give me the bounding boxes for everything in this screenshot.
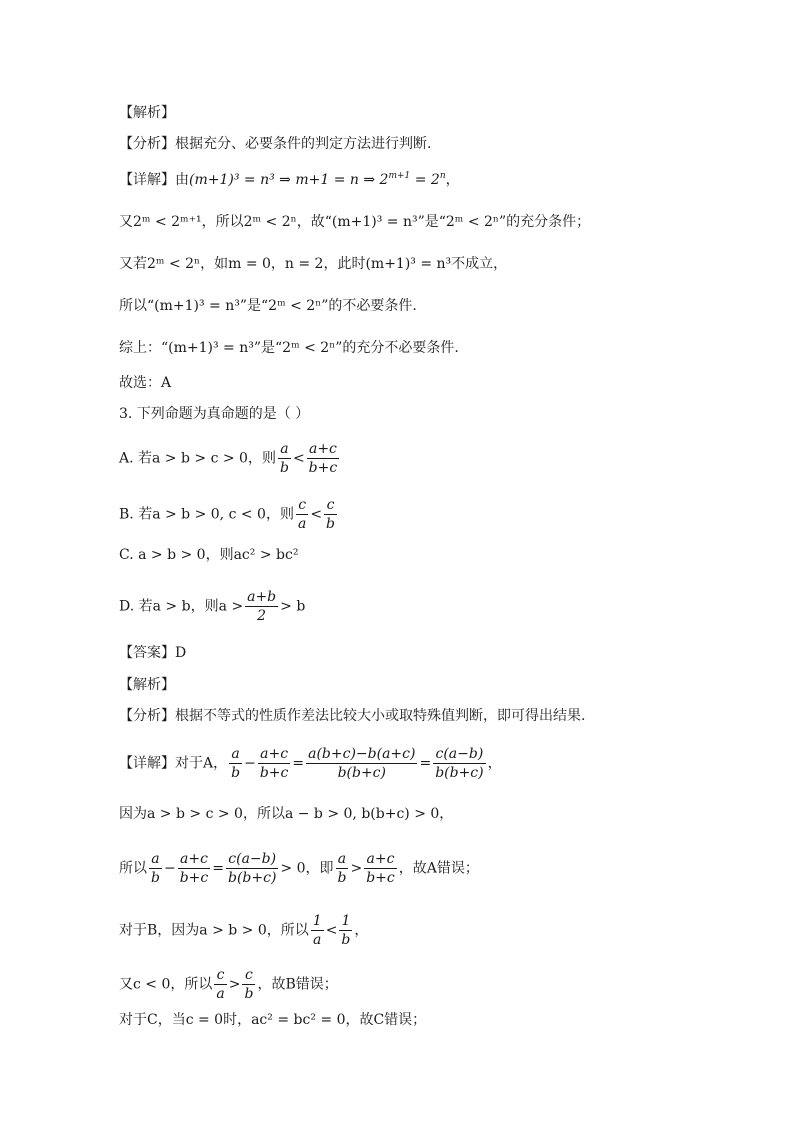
detail-label: 【详解】由 [119,172,189,188]
answer-choice: 故选：A [119,375,172,391]
option-b [119,496,339,533]
text: 所以 [119,860,147,877]
formula: = 2 [410,172,440,188]
exponent: n [439,171,446,181]
detail-a-line-2: 因为a > b > c > 0，所以a − b > 0, b(b+c) > 0， [119,806,454,822]
numerator: a [336,850,349,869]
section-analysis-label-2: 【解析】 [119,677,175,693]
option-a-text: A. 若a > b > c > 0，则 [119,450,276,467]
detail-a-line [119,745,502,782]
detail-line-3: 又若2ᵐ < 2ⁿ，如m = 0，n = 2，此时(m+1)³ = n³不成立， [119,256,508,272]
numerator: a [278,440,291,459]
denominator: b+c [259,765,289,781]
denominator: b(b+c) [337,765,386,781]
text: 又c < 0，所以 [119,976,213,993]
detail-b-line-2 [119,966,338,1003]
denominator: b [231,765,241,781]
text: 对于B，因为a > b > 0，所以 [119,922,309,939]
operator: − [244,755,256,772]
denominator: b(b+c) [435,765,484,781]
detail-label: 【详解】对于A， [119,755,228,772]
detail-b-line [119,912,368,949]
operator: − [163,860,176,877]
fraction [433,745,485,782]
denominator: b [337,870,347,886]
option-d [119,588,305,625]
fraction [226,850,278,887]
analysis-text-2: 【分析】根据不等式的性质作差法比较大小或取特殊值判断，即可得出结果. [119,708,586,724]
option-c: C. a > b > 0，则ac² > bc² [119,547,299,563]
operator: = [292,755,305,772]
denominator: b+c [179,870,209,886]
denominator: b [326,516,336,532]
detail-line-1 [119,170,460,192]
text: > 0，即 [280,860,334,877]
operator: > [350,860,363,877]
numerator: 1 [312,913,322,929]
text: ，故B错误； [257,976,338,993]
numerator: a+c [364,850,397,869]
punctuation: ， [487,755,502,772]
denominator: 2 [257,608,267,624]
analysis-text: 【分析】根据充分、必要条件的判定方法进行判断. [119,136,432,152]
fraction [311,912,324,949]
numerator: c(a−b) [433,745,485,764]
denominator: b [341,932,351,948]
denominator: a [313,932,322,948]
denominator: a [297,516,307,532]
text: ， [354,922,369,939]
numerator: 1 [339,912,352,931]
text: ，故A错误； [398,860,479,877]
operator: > [228,976,241,993]
fraction [229,745,242,782]
detail-line-2: 又2ᵐ < 2ᵐ⁺¹，所以2ᵐ < 2ⁿ，故“(m+1)³ = n³”是“2ᵐ < 2ⁿ”的充分条件； [119,214,591,230]
option-b-text: B. 若a > b > 0, c < 0，则 [119,506,294,523]
numerator: a [229,745,242,764]
option-d-tail: > b [280,598,306,615]
detail-line-4: 所以“(m+1)³ = n³”是“2ᵐ < 2ⁿ”的不必要条件. [119,298,417,314]
detail-line-5: 综上：“(m+1)³ = n³”是“2ᵐ < 2ⁿ”的充分不必要条件. [119,340,459,356]
option-d-text: D. 若a > b，则a > [119,598,244,615]
section-analysis-label: 【解析】 [119,105,175,121]
operator: < [292,450,305,467]
fraction [296,496,308,533]
denominator: a [216,986,225,1002]
answer-label: 【答案】D [119,645,187,661]
fraction [245,588,278,625]
fraction [214,966,226,1003]
denominator: b [244,986,254,1002]
question-3: 3. 下列命题为真命题的是（ ） [119,406,310,422]
fraction [258,745,291,782]
numerator: a(b+c)−b(a+c) [308,746,416,762]
fraction [242,966,255,1003]
numerator: c [242,966,255,985]
numerator: c(a−b) [226,850,278,869]
fraction [339,912,352,949]
fraction [336,850,349,887]
operator: = [212,860,224,877]
fraction [178,850,211,887]
operator: < [325,922,338,939]
numerator: a+c [258,745,291,764]
numerator: a+c [178,850,211,869]
exponent: m+1 [388,171,411,181]
fraction [306,745,417,782]
denominator: b(b+c) [227,870,277,886]
numerator: c [324,496,337,515]
numerator: c [214,966,226,985]
option-a [119,440,341,477]
numerator: a+b [247,589,277,605]
operator: < [310,506,323,523]
formula: (m+1)³ = n³ ⇒ m+1 = n ⇒ 2 [189,172,389,188]
numerator: a [149,850,162,869]
numerator: c [296,496,308,515]
punctuation: ， [445,172,460,188]
fraction [324,496,337,533]
numerator: a+c [307,440,340,459]
fraction [278,440,291,477]
fraction [307,440,340,477]
denominator: b [279,460,289,476]
denominator: b+c [308,460,338,476]
detail-a-line-3 [119,850,479,887]
operator: = [419,755,432,772]
denominator: b [151,870,160,886]
fraction [149,850,162,887]
fraction [364,850,397,887]
denominator: b+c [366,870,395,886]
detail-c-line: 对于C，当c = 0时，ac² = bc² = 0，故C错误； [119,1012,427,1028]
